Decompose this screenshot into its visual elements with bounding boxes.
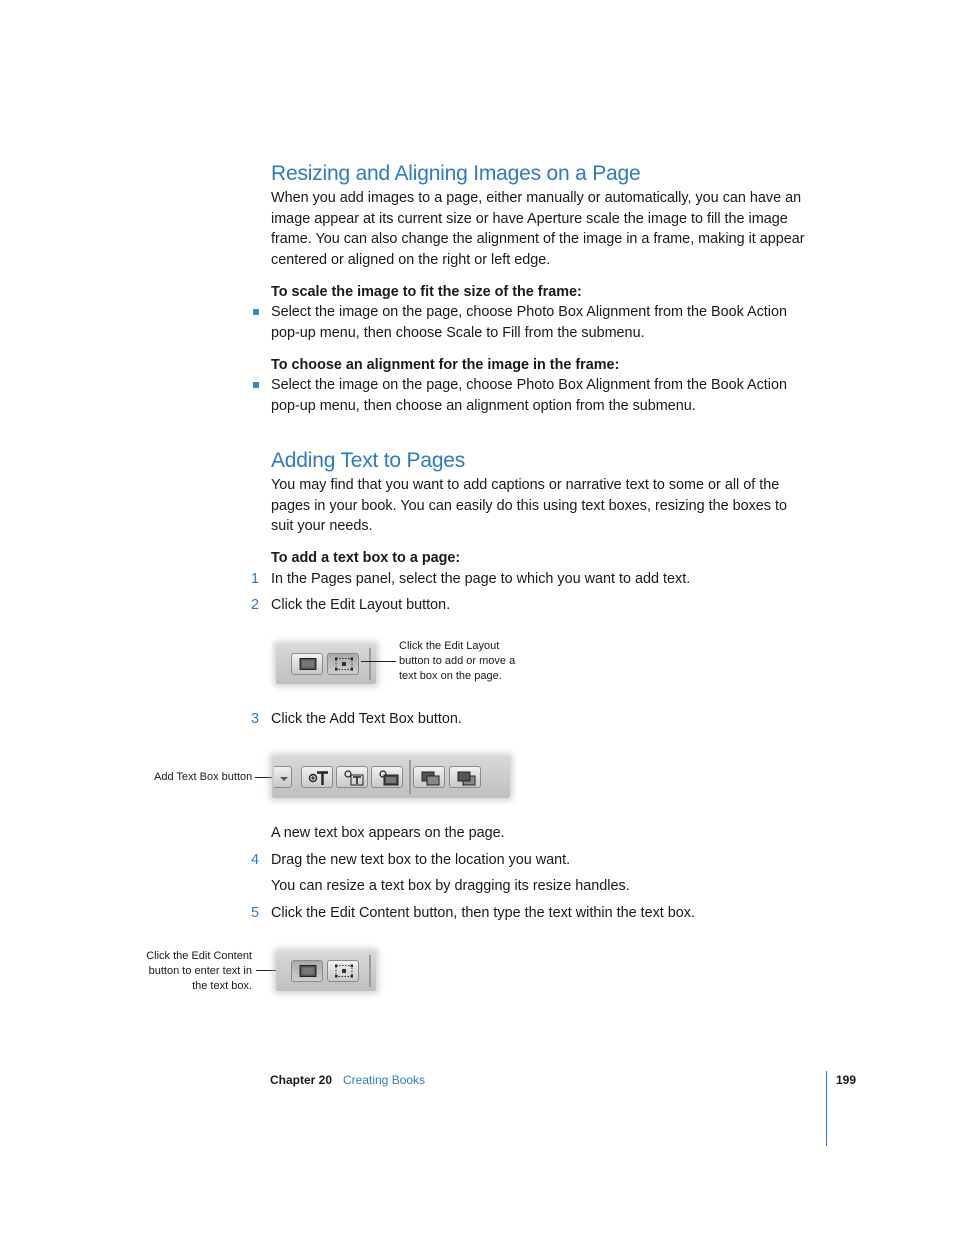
footer-divider (826, 1071, 827, 1146)
photo-box-icon (378, 770, 400, 786)
edit-layout-button (327, 653, 359, 675)
section-intro-resizing: When you add images to a page, either manually or automatically, you can have an image appear at its current size or have Aperture scale the image to fill the image frame. You can also change the alignment of the image in a frame, making it appear centered or aligned on the right or left edge. (271, 190, 805, 268)
frame-icon (298, 964, 318, 978)
text-box-toolbar-figure (272, 756, 510, 798)
edit-content-button (291, 653, 323, 675)
section-heading-resizing: Resizing and Aligning Images on a Page (271, 162, 641, 185)
page-number: 199 (836, 1073, 857, 1087)
bring-forward-button (413, 766, 445, 788)
layout-handles-icon (334, 657, 354, 671)
toolbar-divider (369, 648, 371, 680)
arrange-forward-icon (420, 770, 442, 786)
edit-layout-toolbar-figure (276, 644, 376, 684)
task-title-align: To choose an alignment for the image in the frame: (271, 357, 620, 373)
toolbar-divider (369, 955, 371, 987)
step-number: 3 (251, 711, 260, 727)
bullet-text: Select the image on the page, choose Photo Box Alignment from the Book Action pop-up menu, then choose an alignment option from the submenu. (271, 377, 787, 414)
add-text-frame-button (336, 766, 368, 788)
step-text: Click the Add Text Box button. (271, 711, 462, 727)
footer-chapter: Chapter 20 (270, 1073, 333, 1087)
frame-icon (298, 657, 318, 671)
callout-line-text: text box on the page. (399, 670, 502, 682)
callout-line-text: button to add or move a (399, 655, 516, 667)
step-text: Click the Edit Content button, then type the text within the text box. (271, 905, 695, 921)
step-number: 1 (251, 571, 260, 587)
add-text-icon (308, 770, 330, 786)
arrange-backward-icon (456, 770, 478, 786)
callout-line-text: the text box. (192, 980, 252, 992)
section-heading-adding-text: Adding Text to Pages (271, 449, 466, 472)
callout-edit-layout (399, 639, 539, 684)
chevron-down-icon (279, 775, 289, 783)
step-3-result: A new text box appears on the page. (271, 825, 505, 841)
text-frame-icon (343, 770, 365, 786)
callout-edit-content (130, 949, 252, 994)
edit-content-button (291, 960, 323, 982)
bullet-text: Select the image on the page, choose Photo Box Alignment from the Book Action pop-up menu, then choose Scale to Fill from the submenu. (271, 304, 787, 341)
callout-line-text: button to enter text in (148, 965, 252, 977)
add-photo-box-button (371, 766, 403, 788)
footer-chapter-title: Creating Books (343, 1073, 426, 1087)
callout-line-text: Click the Edit Content (146, 950, 252, 962)
add-text-box-button (301, 766, 333, 788)
section-intro-adding-text: You may find that you want to add captions or narrative text to some or all of the pages in your book. You can easily do this using text boxes, resizing the boxes to suit your needs. (271, 477, 787, 534)
step-number: 2 (251, 597, 260, 613)
step-text: Drag the new text box to the location you want. (271, 852, 571, 868)
callout-add-text-box: Add Text Box button (154, 771, 253, 783)
edit-layout-button (327, 960, 359, 982)
step-number: 4 (251, 852, 260, 868)
bullet-square-icon (253, 382, 259, 388)
step-4-note: You can resize a text box by dragging its resize handles. (271, 878, 630, 894)
layout-handles-icon (334, 964, 354, 978)
task-title-scale: To scale the image to fit the size of the frame: (271, 284, 582, 300)
task-title-add-text-box: To add a text box to a page: (271, 550, 461, 566)
send-backward-button (449, 766, 481, 788)
bullet-square-icon (253, 309, 259, 315)
callout-line-text: Click the Edit Layout (399, 640, 500, 652)
edit-content-toolbar-figure (276, 951, 376, 991)
popup-menu-stub (274, 766, 292, 788)
callout-line (361, 661, 396, 662)
step-text: In the Pages panel, select the page to which you want to add text. (271, 571, 691, 587)
step-number: 5 (251, 905, 260, 921)
step-text: Click the Edit Layout button. (271, 597, 451, 613)
toolbar-divider (409, 760, 411, 794)
